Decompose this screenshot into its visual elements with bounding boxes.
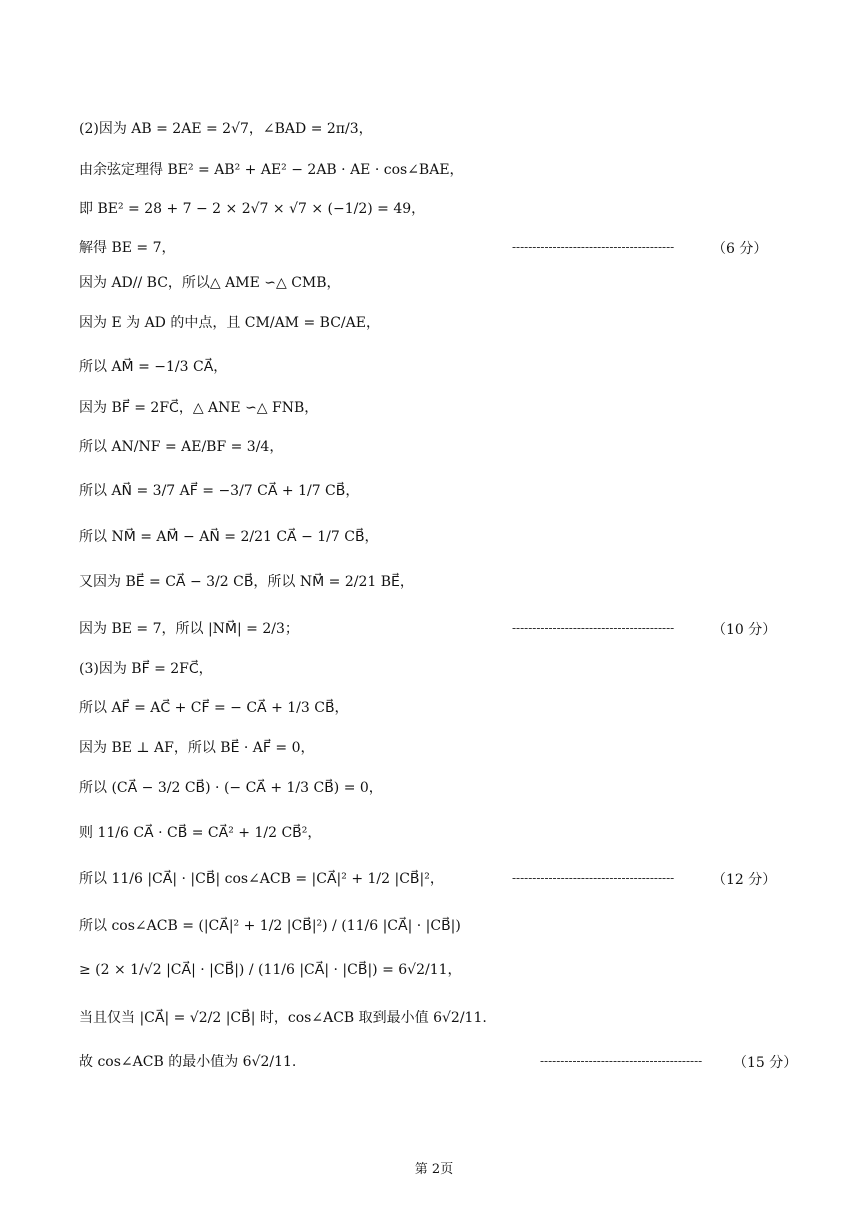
- line-5: 因为 AD// BC，所以△ AME ∽△ CMB，: [79, 275, 341, 291]
- line-2: 由余弦定理得 BE² = AB² + AE² − 2AB · AE · cos∠BAE，: [79, 162, 464, 178]
- score-1: （6 分）: [712, 241, 768, 257]
- score-dashes-2: ----------------------------------------: [512, 621, 675, 635]
- score-4: （15 分）: [733, 1055, 798, 1071]
- page-footer: 第 2页: [414, 1162, 454, 1177]
- line-22: 当且仅当 |CA⃗| = √2/2 |CB⃗| 时，cos∠ACB 取到最小值 6√2/11.: [79, 1010, 487, 1026]
- line-19: 所以 11/6 |CA⃗| · |CB⃗| cos∠ACB = |CA⃗|² + 1/2 |CB⃗|²，: [79, 871, 444, 887]
- score-3: （12 分）: [712, 872, 777, 888]
- line-8: 因为 BF⃗ = 2FC⃗，△ ANE ∽△ FNB，: [79, 400, 319, 416]
- line-20: 所以 cos∠ACB = (|CA⃗|² + 1/2 |CB⃗|²) / (11/6 |CA⃗| · |CB⃗|): [79, 918, 461, 934]
- line-18: 则 11/6 CA⃗ · CB⃗ = CA⃗² + 1/2 CB⃗²，: [79, 825, 322, 841]
- line-9: 所以 AN/NF = AE/BF = 3/4，: [79, 439, 284, 455]
- line-13: 因为 BE = 7，所以 |NM⃗| = 2/3；: [79, 621, 299, 637]
- line-23: 故 cos∠ACB 的最小值为 6√2/11.: [79, 1054, 297, 1070]
- line-15: 所以 AF⃗ = AC⃗ + CF⃗ = − CA⃗ + 1/3 CB⃗，: [79, 700, 349, 716]
- score-dashes-3: ----------------------------------------: [512, 871, 675, 885]
- line-4: 解得 BE = 7，: [79, 240, 176, 256]
- line-16: 因为 BE ⊥ AF，所以 BE⃗ · AF⃗ = 0，: [79, 740, 315, 756]
- line-6: 因为 E 为 AD 的中点，且 CM/AM = BC/AE，: [79, 315, 380, 331]
- line-10: 所以 AN⃗ = 3/7 AF⃗ = −3/7 CA⃗ + 1/7 CB⃗，: [79, 483, 360, 499]
- line-3: 即 BE² = 28 + 7 − 2 × 2√7 × √7 × (−1/2) = 49，: [79, 201, 426, 217]
- score-dashes-4: ----------------------------------------: [540, 1054, 703, 1068]
- line-1: (2)因为 AB = 2AE = 2√7，∠BAD = 2π/3，: [79, 121, 373, 137]
- line-12: 又因为 BE⃗ = CA⃗ − 3/2 CB⃗，所以 NM⃗ = 2/21 BE⃗，: [79, 574, 414, 590]
- score-dashes-1: ----------------------------------------: [512, 240, 675, 254]
- line-7: 所以 AM⃗ = −1/3 CA⃗，: [79, 359, 228, 375]
- line-11: 所以 NM⃗ = AM⃗ − AN⃗ = 2/21 CA⃗ − 1/7 CB⃗，: [79, 529, 379, 545]
- line-14: (3)因为 BF⃗ = 2FC⃗，: [79, 661, 213, 677]
- line-17: 所以 (CA⃗ − 3/2 CB⃗) · (− CA⃗ + 1/3 CB⃗) = 0，: [79, 780, 383, 796]
- score-2: （10 分）: [712, 622, 777, 638]
- line-21: ≥ (2 × 1/√2 |CA⃗| · |CB⃗|) / (11/6 |CA⃗| · |CB⃗|) = 6√2/11，: [79, 962, 462, 978]
